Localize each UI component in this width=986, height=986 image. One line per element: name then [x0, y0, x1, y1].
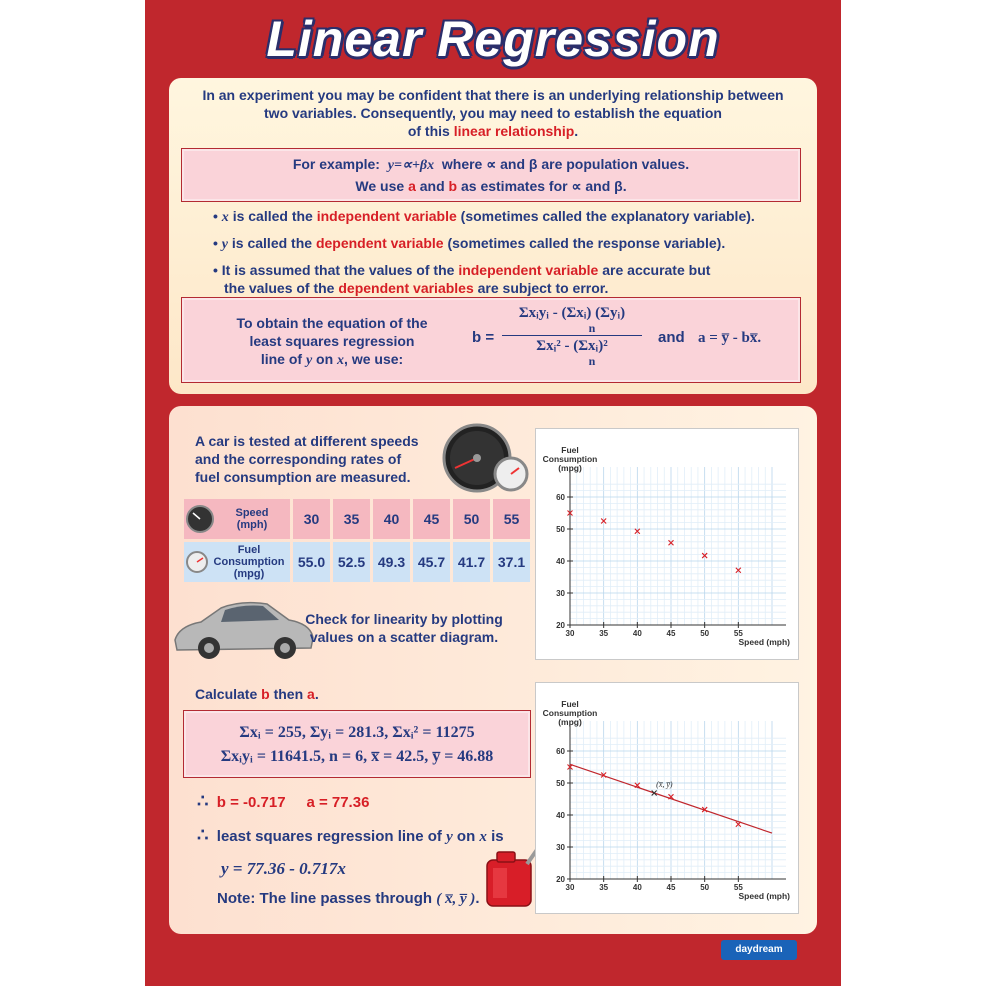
- y-tick-label: 40: [556, 811, 565, 820]
- y-tick-label: 20: [556, 621, 565, 630]
- bullet-1-term: independent variable: [316, 208, 457, 224]
- estimate-a: a: [408, 178, 416, 194]
- example-l2-and: and: [419, 178, 445, 194]
- ls-l3-post: , we use:: [344, 351, 404, 367]
- x-tick-label: 50: [700, 883, 710, 892]
- x-tick-label: 55: [733, 629, 743, 638]
- b-denominator-n: n: [588, 354, 596, 368]
- car-line-1: A car is tested at different speeds: [195, 433, 419, 449]
- regression-equation: y = 77.36 - 0.717x: [221, 859, 346, 878]
- bullet-assumption: • It is assumed that the values of the independent variable are accurate but: [213, 262, 711, 278]
- y-tick-label: 40: [556, 557, 565, 566]
- y-tick-label: 30: [556, 589, 565, 598]
- fuel-cell: 52.5: [333, 542, 370, 582]
- example-l2-pre: We use: [355, 178, 405, 194]
- x-tick-label: 50: [700, 629, 710, 638]
- y-axis-label: Consumption: [542, 708, 598, 718]
- lsr-on: on: [456, 828, 476, 845]
- a-formula: a = y̅ - bx̅.: [698, 330, 762, 346]
- bullet-independent: • x is called the independent variable (sometimes called the explanatory variable).: [213, 208, 755, 225]
- bullet-1-post: (sometimes called the explanatory variable).: [460, 208, 755, 224]
- a-value: a = 77.36: [306, 794, 370, 811]
- x-tick-label: 45: [666, 629, 676, 638]
- intro-text: [169, 86, 817, 140]
- x-tick-label: 40: [632, 629, 642, 638]
- x-tick-label: 55: [733, 883, 743, 892]
- therefore-symbol-2: ∴: [197, 825, 209, 845]
- calc-lead-pre: Calculate: [195, 686, 258, 702]
- y-tick-label: 20: [556, 875, 565, 884]
- intro-line-3-pre: of this: [407, 123, 450, 139]
- coefficient-results: [197, 792, 369, 812]
- y-axis-label: Fuel: [561, 445, 579, 455]
- car-icon: [171, 596, 317, 666]
- x-tick-label: 40: [632, 883, 642, 892]
- bullet-3-l2-term: dependent variables: [338, 280, 474, 296]
- regression-chart: [535, 682, 799, 914]
- sums-line-2: Σxᵢyᵢ = 11641.5, n = 6, x̅ = 42.5, y̅ = 46.88: [220, 748, 494, 765]
- least-squares-box: [181, 297, 801, 383]
- least-squares-intro: [212, 314, 452, 370]
- gauge-icon: [185, 504, 215, 534]
- fuel-gauge-icon: [185, 550, 209, 574]
- poster-title: Linear Regression: [266, 11, 720, 67]
- poster: [145, 0, 841, 986]
- regression-plot-svg: [536, 683, 798, 913]
- mean-point-label: (x̅, y̅): [656, 779, 673, 789]
- lsr-pre: least squares regression line of: [216, 828, 442, 845]
- note-text: [217, 890, 480, 908]
- fuel-cell: 55.0: [293, 542, 330, 582]
- fuel-unit: (mpg): [233, 568, 265, 580]
- ls-line-1: To obtain the equation of the: [236, 315, 428, 331]
- x-tick-label: 30: [565, 629, 575, 638]
- example-panel: [169, 406, 817, 934]
- example-line-1: [182, 155, 800, 175]
- fuel-cell: 45.7: [413, 542, 450, 582]
- speed-cell: 50: [453, 499, 490, 539]
- calc-lead-mid: then: [273, 686, 304, 702]
- bullet-2-post: (sometimes called the response variable).: [447, 235, 726, 251]
- note-pre: Note: The line passes through: [217, 890, 433, 907]
- ls-l3-y: y: [305, 353, 313, 368]
- x-tick-label: 35: [599, 883, 609, 892]
- speed-cell: 45: [413, 499, 450, 539]
- bullet-3-post: are accurate but: [602, 262, 711, 278]
- speedometer-icon: [441, 422, 531, 494]
- bullet-3-pre: It is assumed that the values of the: [221, 262, 455, 278]
- y-axis-label: Consumption: [542, 454, 598, 464]
- speed-row: [184, 499, 530, 539]
- intro-line-2: two variables. Consequently, you may need to establish the equation: [264, 105, 722, 121]
- regression-line-statement: [197, 826, 504, 846]
- speed-cell: 35: [333, 499, 370, 539]
- bullet-3-l2-post: are subject to error.: [477, 280, 609, 296]
- y-axis-label: (mpg): [558, 717, 582, 727]
- bullet-assumption-line-2: [213, 279, 813, 297]
- y-tick-label: 50: [556, 779, 565, 788]
- check-line-2: values on a scatter diagram.: [309, 629, 499, 645]
- bullet-2-pre: is called the: [231, 235, 313, 251]
- bullet-1-var: x: [221, 210, 229, 225]
- y-tick-label: 30: [556, 843, 565, 852]
- therefore-symbol: ∴: [197, 791, 209, 811]
- intro-line-3: [169, 122, 817, 140]
- car-test-text: [195, 432, 445, 486]
- sums-line-1: Σxᵢ = 255, Σyᵢ = 281.3, Σxᵢ² = 11275: [239, 724, 475, 741]
- fuel-row: [184, 542, 530, 582]
- x-tick-label: 35: [599, 629, 609, 638]
- and-text: and: [658, 329, 685, 346]
- speed-cell: 55: [493, 499, 530, 539]
- speed-fuel-table: [181, 496, 533, 585]
- example-box: [181, 148, 801, 202]
- estimate-b: b: [448, 178, 458, 194]
- speed-label: Speed: [235, 507, 269, 519]
- check-line-1: Check for linearity by plotting: [305, 611, 503, 627]
- x-axis-label: Speed (mph): [738, 891, 790, 901]
- x-tick-label: 30: [565, 883, 575, 892]
- ls-l3-x: x: [337, 353, 345, 368]
- sums-text: [184, 721, 530, 769]
- fuel-cell: 37.1: [493, 542, 530, 582]
- bullet-1-pre: is called the: [232, 208, 313, 224]
- calculate-lead: [195, 685, 319, 703]
- scatter-plot-svg: [536, 429, 798, 659]
- lsr-post: is: [491, 828, 504, 845]
- ls-l3-pre: line of: [260, 351, 303, 367]
- ls-l3-on: on: [316, 351, 334, 367]
- y-axis-label: Fuel: [561, 699, 579, 709]
- lsr-x: x: [479, 829, 487, 845]
- y-tick-label: 50: [556, 525, 565, 534]
- linear-relationship-term: linear relationship: [453, 123, 575, 139]
- b-denominator: Σxᵢ² - (Σxᵢ)²: [536, 338, 608, 354]
- b-value: b = -0.717: [216, 794, 286, 811]
- example-line-2: [182, 177, 800, 195]
- b-numerator-n: n: [588, 321, 596, 335]
- scatter-chart: [535, 428, 799, 660]
- example-l2-post: as estimates for ∝ and β.: [460, 178, 627, 194]
- bullet-2-term: dependent variable: [315, 235, 444, 251]
- speed-cell: 30: [293, 499, 330, 539]
- theory-panel: [169, 78, 817, 394]
- linearity-check-text: [299, 610, 509, 646]
- fuel-header: [184, 542, 290, 582]
- bullet-dependent: • y is called the dependent variable (sometimes called the response variable).: [213, 235, 726, 252]
- fuel-label-2: Consumption: [213, 556, 285, 568]
- daydream-logo: daydream: [721, 940, 797, 960]
- population-formula: y=∝+βx: [387, 158, 435, 173]
- x-tick-label: 45: [666, 883, 676, 892]
- car-line-2: and the corresponding rates of: [195, 451, 402, 467]
- ls-line-3: [212, 350, 452, 370]
- intro-line-1: In an experiment you may be confident that there is an underlying relationship between: [202, 87, 784, 103]
- bullet-3-l2-pre: the values of the: [224, 280, 335, 296]
- lsr-y: y: [446, 829, 453, 845]
- b-numerator: Σxᵢyᵢ - (Σxᵢ) (Σyᵢ): [518, 305, 626, 321]
- calc-lead-a: a: [307, 686, 315, 702]
- example-lead: For example:: [292, 156, 380, 172]
- sums-box: [183, 710, 531, 778]
- fuel-label: Fuel: [237, 544, 261, 556]
- fuel-cell: 41.7: [453, 542, 490, 582]
- b-formula: [502, 304, 642, 367]
- calc-lead-b: b: [261, 686, 270, 702]
- bullet-list: [213, 207, 813, 297]
- y-axis-label: (mpg): [558, 463, 582, 473]
- bullet-2-var: y: [221, 237, 229, 252]
- car-line-3: fuel consumption are measured.: [195, 469, 411, 485]
- intro-line-3-post: .: [574, 123, 579, 139]
- x-axis-label: Speed (mph): [738, 637, 790, 647]
- calc-lead-post: .: [314, 686, 319, 702]
- y-tick-label: 60: [556, 493, 565, 502]
- example-tail: where ∝ and β are population values.: [441, 156, 690, 172]
- note-post: .: [475, 890, 480, 907]
- ls-line-2: least squares regression: [249, 333, 415, 349]
- mean-point-label: ( x̅, y̅ ): [436, 891, 476, 907]
- speed-header: [184, 499, 290, 539]
- b-equals: b =: [472, 329, 495, 346]
- speed-cell: 40: [373, 499, 410, 539]
- speed-unit: (mph): [236, 519, 268, 531]
- fuel-cell: 49.3: [373, 542, 410, 582]
- bullet-3-term: independent variable: [458, 262, 599, 278]
- y-tick-label: 60: [556, 747, 565, 756]
